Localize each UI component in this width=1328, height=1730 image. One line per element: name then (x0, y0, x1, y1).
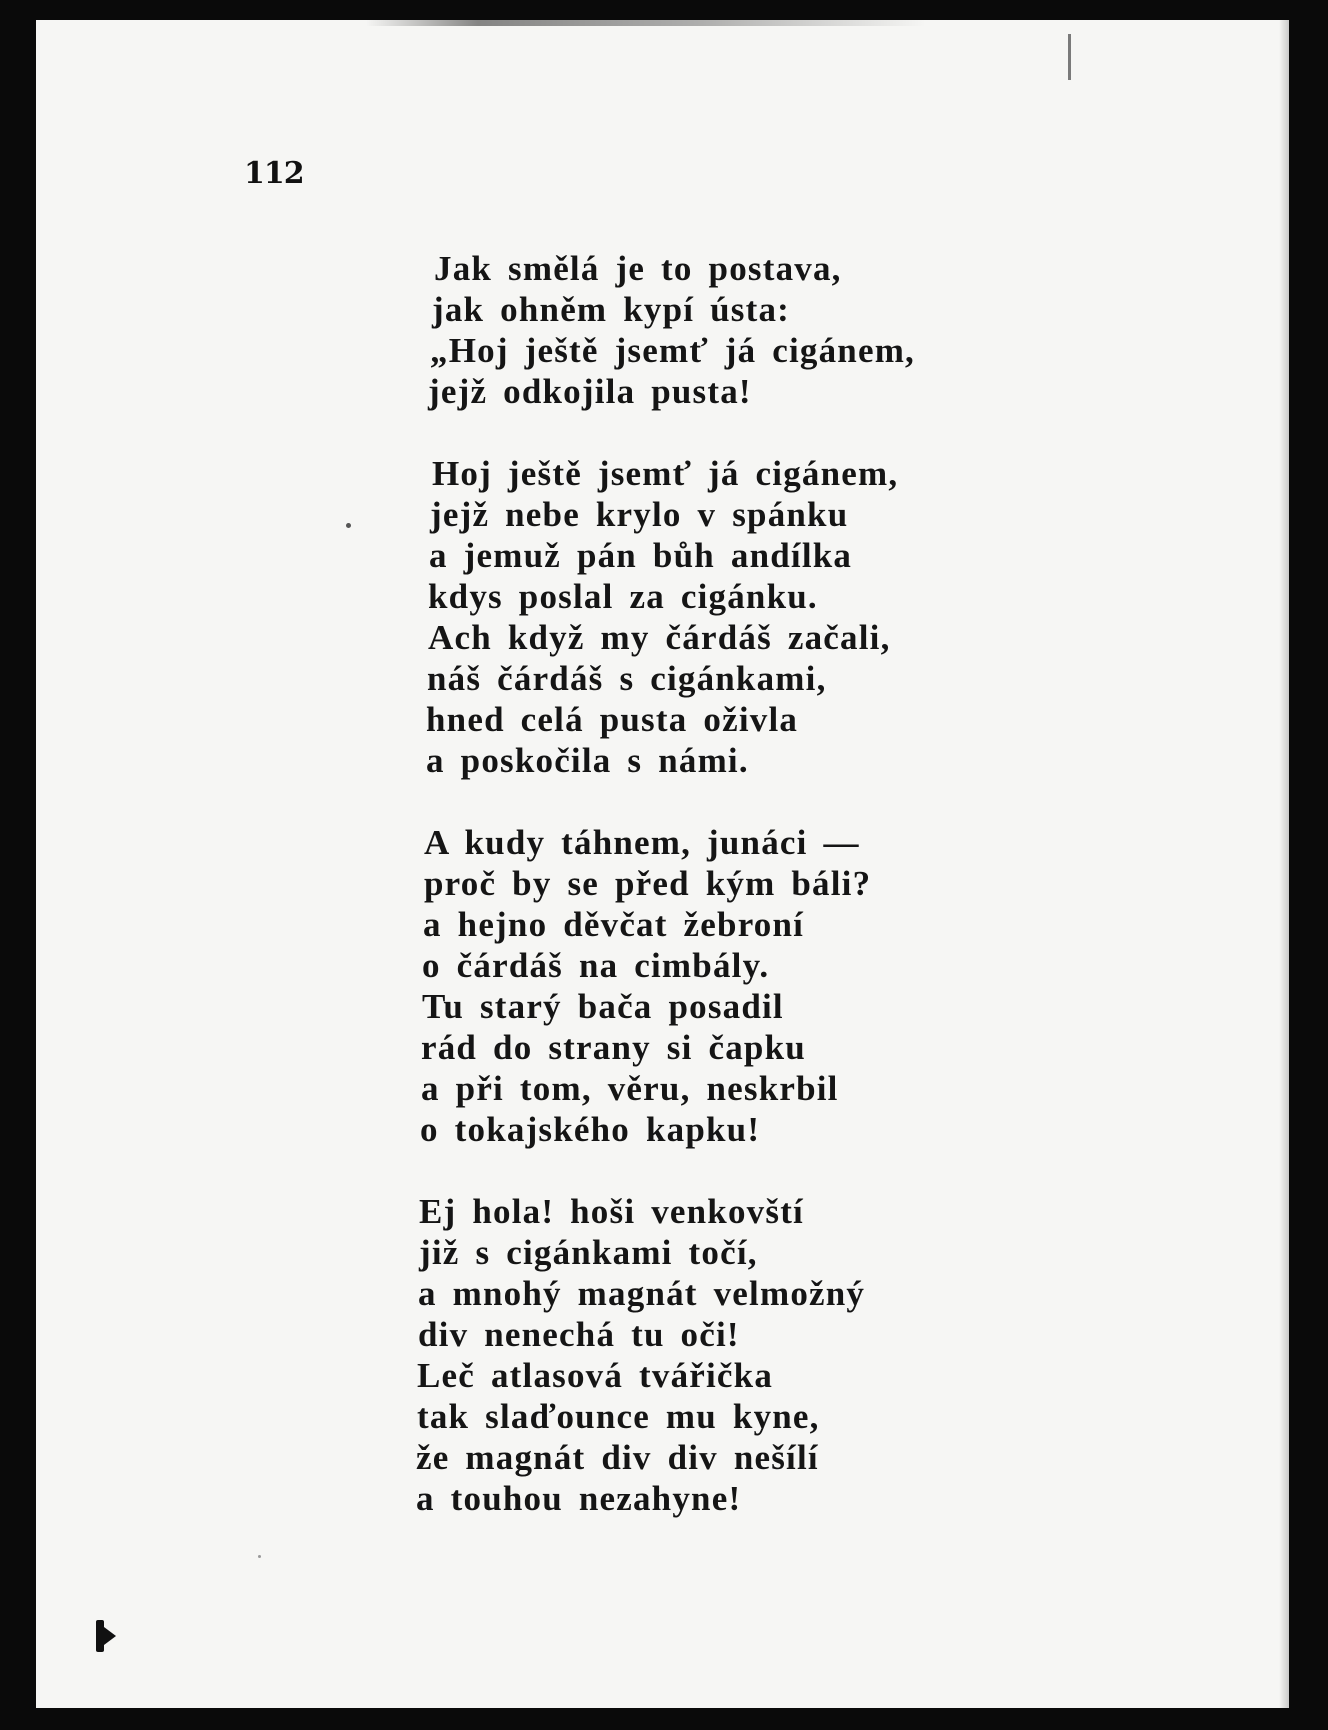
stanza (416, 1191, 915, 1519)
poem-line: div nenechá tu oči! (418, 1315, 740, 1354)
poem-line: jejž nebe krylo v spánku (430, 495, 849, 534)
poem-line: proč by se před kým báli? (424, 864, 872, 903)
poem-line: rád do strany si čapku (421, 1028, 806, 1067)
poem-line: A kudy táhnem, junáci — (424, 823, 860, 862)
stanza (416, 248, 915, 412)
poem-line: a poskočila s námi. (426, 741, 749, 780)
poem-text (416, 248, 915, 1560)
poem-line: a jemuž pán bůh andílka (429, 536, 853, 575)
stanza (416, 453, 915, 781)
poem-line: Jak smělá je to postava, (434, 249, 842, 288)
print-speck (258, 1555, 261, 1558)
poem-line: o tokajského kapku! (420, 1110, 761, 1149)
page-number: 112 (244, 156, 304, 191)
page-right-edge-shadow (1279, 20, 1289, 1708)
poem-line: a při tom, věru, neskrbil (421, 1069, 839, 1108)
poem-line: Leč atlasová tvářička (417, 1356, 774, 1395)
page-top-edge-shadow (366, 20, 926, 26)
poem-line: a touhou nezahyne! (416, 1479, 742, 1518)
poem-line: a hejno děvčat žebroní (423, 905, 805, 944)
edge-mark (1068, 34, 1071, 80)
poem-line: Ach když my čárdáš začali, (428, 618, 891, 657)
poem-line: „Hoj ještě jsemť já cigánem, (430, 331, 915, 370)
margin-arrow-icon (100, 1624, 116, 1648)
poem-line: Ej hola! hoši venkovští (419, 1192, 804, 1231)
poem-line: jejž odkojila pusta! (428, 372, 752, 411)
poem-line: již s cigánkami točí, (419, 1233, 758, 1272)
stanza (416, 822, 915, 1150)
poem-line: tak slaďounce mu kyne, (417, 1397, 820, 1436)
poem-line: Tu starý bača posadil (422, 987, 784, 1026)
poem-line: kdys poslal za cigánku. (428, 577, 818, 616)
print-speck (346, 523, 351, 528)
poem-line: náš čárdáš s cigánkami, (427, 659, 827, 698)
poem-line: o čárdáš na cimbály. (422, 946, 770, 985)
poem-line: Hoj ještě jsemť já cigánem, (432, 454, 899, 493)
poem-line: a mnohý magnát velmožný (418, 1274, 866, 1313)
poem-line: hned celá pusta oživla (426, 700, 799, 739)
poem-line: jak ohněm kypí ústa: (432, 290, 791, 329)
poem-line: že magnát div div nešílí (416, 1438, 819, 1477)
book-page (36, 20, 1289, 1708)
